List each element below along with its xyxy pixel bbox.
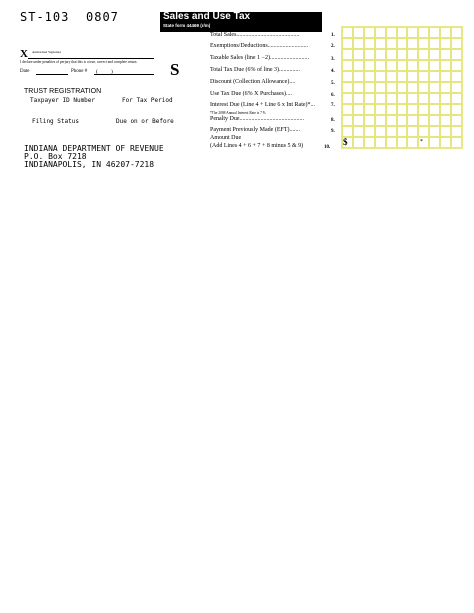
grid-cell[interactable] (397, 104, 408, 115)
grid-cell[interactable] (375, 71, 386, 82)
grid-cell[interactable] (386, 38, 397, 49)
grid-cell[interactable] (429, 71, 440, 82)
trust-registration-heading: TRUST REGISTRATION (24, 88, 102, 95)
phone-paren-open: ( (96, 68, 98, 75)
grid-cell[interactable] (451, 137, 462, 148)
grid-cell[interactable] (353, 71, 364, 82)
amount-entry-grid (341, 26, 463, 149)
line-4-text: Total Tax Due (6% of line 3) (210, 67, 280, 73)
grid-cell[interactable] (429, 115, 440, 126)
address-line-3: INDIANAPOLIS, IN 46207-7218 (24, 160, 155, 169)
grid-cell[interactable] (342, 60, 353, 71)
grid-cell[interactable] (364, 115, 375, 126)
grid-cell[interactable] (397, 115, 408, 126)
grid-cell[interactable] (407, 82, 418, 93)
grid-cell[interactable] (375, 82, 386, 93)
grid-cell[interactable] (353, 27, 364, 38)
phone-field[interactable] (94, 74, 154, 75)
grid-cell[interactable] (386, 104, 397, 115)
line-label: Penalty Due........................................... (210, 116, 304, 122)
address-line-2: P.O. Box 7218 (24, 152, 87, 161)
grid-cell[interactable] (375, 60, 386, 71)
grid-cell[interactable] (375, 93, 386, 104)
filing-status-label: Filing Status (32, 118, 79, 125)
phone-paren-close: ) (111, 68, 113, 75)
grid-cell[interactable] (397, 71, 408, 82)
grid-cell[interactable] (386, 60, 397, 71)
grid-cell[interactable] (397, 27, 408, 38)
grid-cell[interactable] (429, 60, 440, 71)
signature-label: Authorized Signature (32, 50, 62, 54)
grid-cell[interactable] (407, 60, 418, 71)
grid-cell[interactable] (451, 38, 462, 49)
grid-cell[interactable] (429, 104, 440, 115)
perjury-declaration: I declare under penalties of perjury that this is a true, correct and complete return. (20, 60, 138, 64)
grid-cell[interactable] (440, 126, 451, 137)
grid-cell[interactable] (364, 71, 375, 82)
grid-cell[interactable] (440, 71, 451, 82)
line-label: Taxable Sales (line 1 −2).......................... (210, 55, 309, 61)
taxpayer-id-label: Taxpayer ID Number (30, 97, 96, 104)
grid-cell[interactable] (418, 82, 429, 93)
date-field[interactable] (36, 74, 68, 75)
grid-cell[interactable] (407, 93, 418, 104)
signature-x-mark: X (20, 48, 28, 60)
grid-cell[interactable] (418, 93, 429, 104)
grid-cell[interactable] (429, 126, 440, 137)
grid-cell[interactable] (407, 115, 418, 126)
grid-cell[interactable] (407, 49, 418, 60)
grid-cell[interactable] (451, 60, 462, 71)
grid-cell[interactable] (418, 60, 429, 71)
line-4-number: 4. (331, 69, 335, 74)
line-7-text: Interest Due (Line 4 + Line 6 x Int Rate)* (210, 102, 311, 108)
grid-cell[interactable] (429, 93, 440, 104)
line-10-text: Amount Due (210, 135, 242, 141)
due-date-label: Due on or Before (116, 118, 174, 125)
grid-cell[interactable] (386, 93, 397, 104)
grid-cell[interactable] (418, 27, 429, 38)
line-label: Discount (Collection Allowance).... (210, 79, 296, 85)
grid-cell[interactable] (342, 82, 353, 93)
grid-cell[interactable] (386, 27, 397, 38)
grid-mark: * (420, 139, 423, 145)
grid-cell[interactable] (418, 71, 429, 82)
grid-cell[interactable] (353, 60, 364, 71)
grid-cell[interactable] (397, 60, 408, 71)
grid-cell[interactable] (451, 115, 462, 126)
grid-cell[interactable] (364, 104, 375, 115)
grid-cell[interactable] (397, 38, 408, 49)
grid-cell[interactable] (397, 126, 408, 137)
grid-cell[interactable] (353, 82, 364, 93)
grid-cell[interactable] (451, 93, 462, 104)
line-5-number: 5. (331, 81, 335, 86)
form-title: Sales and Use Tax (163, 11, 251, 22)
signature-line[interactable] (28, 58, 154, 59)
grid-cell[interactable] (364, 60, 375, 71)
line-9-number: 9. (331, 129, 335, 134)
line-2-text: Exemptions/Deductions (210, 43, 268, 49)
grid-cell[interactable] (418, 38, 429, 49)
grid-cell[interactable] (429, 38, 440, 49)
grid-cell[interactable] (342, 71, 353, 82)
line-label: Interest Due (Line 4 + Line 6 x Int Rate)*... (210, 102, 316, 108)
grid-cell[interactable] (397, 49, 408, 60)
grid-cell[interactable] (386, 71, 397, 82)
grid-cell[interactable] (397, 93, 408, 104)
date-label: Date (20, 69, 30, 74)
grid-cell[interactable] (407, 104, 418, 115)
grid-cell[interactable] (375, 126, 386, 137)
grid-cell[interactable] (429, 27, 440, 38)
grid-cell[interactable] (440, 38, 451, 49)
line-10-number: 10. (324, 145, 331, 150)
grid-cell[interactable] (353, 49, 364, 60)
grid-cell[interactable] (451, 49, 462, 60)
line-label: Use Tax Due (6% X Purchases).... (210, 91, 292, 97)
phone-label: Phone # (71, 69, 88, 74)
grid-cell[interactable] (386, 115, 397, 126)
grid-cell[interactable] (353, 104, 364, 115)
grid-cell[interactable] (451, 27, 462, 38)
grid-cell[interactable] (440, 60, 451, 71)
line-9-text: Payment Previously Made (EFT) (210, 127, 290, 133)
grid-cell[interactable] (364, 137, 375, 148)
grid-cell[interactable] (418, 104, 429, 115)
line-label: Total Tax Due (6% of line 3).............. (210, 67, 301, 73)
line-1-text: Total Sales (210, 32, 237, 38)
grid-cell[interactable] (418, 126, 429, 137)
grid-cell[interactable] (375, 27, 386, 38)
grid-cell[interactable] (342, 137, 353, 148)
grid-cell[interactable] (451, 71, 462, 82)
grid-cell[interactable] (386, 82, 397, 93)
grid-cell[interactable] (451, 104, 462, 115)
grid-cell[interactable] (440, 115, 451, 126)
tax-period-label: For Tax Period (122, 97, 173, 104)
line-label: Payment Previously Made (EFT)....... (210, 127, 300, 133)
grid-cell[interactable] (397, 137, 408, 148)
grid-cell[interactable] (440, 49, 451, 60)
grid-cell[interactable] (407, 126, 418, 137)
grid-cell[interactable] (440, 82, 451, 93)
grid-cell[interactable] (375, 49, 386, 60)
grid-cell[interactable] (386, 49, 397, 60)
grid-cell[interactable] (407, 27, 418, 38)
grid-cell[interactable] (342, 49, 353, 60)
grid-cell[interactable] (418, 115, 429, 126)
line-1-number: 1. (331, 33, 335, 38)
grid-cell[interactable] (364, 27, 375, 38)
grid-cell[interactable] (375, 104, 386, 115)
grid-cell[interactable] (364, 93, 375, 104)
grid-cell[interactable] (375, 38, 386, 49)
grid-cell[interactable] (364, 38, 375, 49)
grid-cell[interactable] (407, 71, 418, 82)
grid-cell[interactable] (407, 137, 418, 148)
grid-cell[interactable] (342, 93, 353, 104)
grid-cell[interactable] (440, 137, 451, 148)
grid-cell[interactable] (342, 38, 353, 49)
grid-cell[interactable] (440, 27, 451, 38)
grid-cell[interactable] (451, 82, 462, 93)
line-3-text: Taxable Sales (line 1 −2) (210, 55, 270, 61)
grid-cell[interactable] (386, 137, 397, 148)
line-6-number: 6. (331, 93, 335, 98)
grid-cell[interactable] (418, 49, 429, 60)
grid-cell[interactable] (342, 27, 353, 38)
grid-cell[interactable] (451, 126, 462, 137)
grid-cell[interactable] (386, 126, 397, 137)
grid-cell[interactable] (353, 137, 364, 148)
line-2-number: 2. (331, 44, 335, 49)
line-7-number: 7. (331, 103, 335, 108)
address-line-1: INDIANA DEPARTMENT OF REVENUE (24, 144, 164, 153)
line-8-number: 8. (331, 118, 335, 123)
line-label: Total Sales.......................................... (210, 32, 300, 38)
line-label: Exemptions/Deductions........................... (210, 43, 309, 49)
grid-cell[interactable] (353, 126, 364, 137)
line-5-text: Discount (Collection Allowance) (210, 79, 290, 85)
grid-cell[interactable] (353, 93, 364, 104)
grid-cell[interactable] (364, 126, 375, 137)
grid-cell[interactable] (353, 115, 364, 126)
grid-cell[interactable] (429, 49, 440, 60)
grid-cell[interactable] (407, 38, 418, 49)
line-8-text: Penalty Due (210, 116, 240, 122)
grid-cell[interactable] (440, 93, 451, 104)
grid-cell[interactable] (364, 49, 375, 60)
grid-cell[interactable] (342, 115, 353, 126)
form-date: 0807 (86, 10, 119, 24)
grid-cell[interactable] (353, 38, 364, 49)
line-3-number: 3. (331, 57, 335, 62)
grid-cell[interactable] (440, 104, 451, 115)
grid-cell[interactable] (397, 82, 408, 93)
grid-cell[interactable] (375, 137, 386, 148)
grid-cell[interactable] (342, 126, 353, 137)
grid-cell[interactable] (375, 115, 386, 126)
form-code: ST-103 (20, 10, 70, 24)
grid-cell[interactable] (429, 137, 440, 148)
grid-cell[interactable] (429, 82, 440, 93)
dollar-sign: $ (343, 137, 348, 147)
line-6-text: Use Tax Due (6% X Purchases) (210, 91, 286, 97)
title-bar (160, 12, 322, 32)
interest-rate-note: *The 2008 Annual Interest Rate is 7 % (210, 111, 266, 115)
s-mark: S (170, 60, 180, 79)
grid-cell[interactable] (364, 82, 375, 93)
form-subtitle: State form 44469 (r/m) (163, 23, 211, 28)
grid-cell[interactable] (342, 104, 353, 115)
line-10-detail: (Add Lines 4 + 6 + 7 + 8 minus 5 & 9) (210, 143, 304, 149)
